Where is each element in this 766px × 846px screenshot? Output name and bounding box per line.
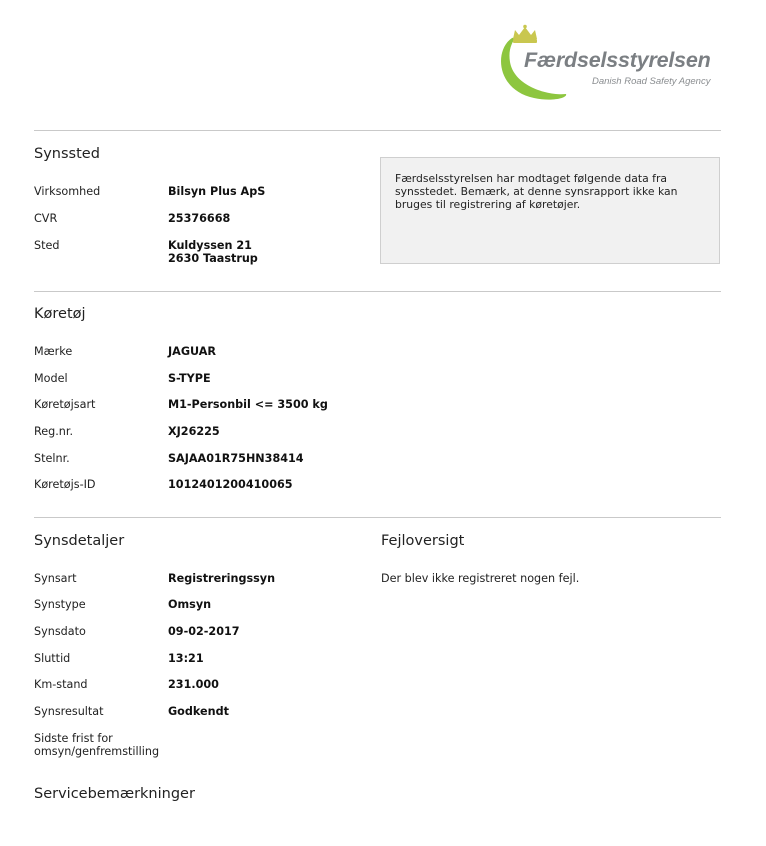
divider xyxy=(34,130,721,131)
divider xyxy=(34,291,721,292)
synsdato-value: 09-02-2017 xyxy=(168,625,240,638)
synsdato-label: Synsdato xyxy=(34,625,86,638)
notice-box: Færdselsstyrelsen har modtaget følgende data fra synsstedet. Bemærk, at denne synsrapport ikke kan bruges til registrering af køretøjer. xyxy=(380,157,720,264)
sluttid-value: 13:21 xyxy=(168,652,204,665)
koeretoejs-id-label: Køretøjs-ID xyxy=(34,478,96,491)
stelnr-label: Stelnr. xyxy=(34,452,70,465)
synstype-label: Synstype xyxy=(34,598,86,611)
logo-title: Færdselsstyrelsen xyxy=(524,48,711,72)
virksomhed-label: Virksomhed xyxy=(34,185,101,198)
sted-label: Sted xyxy=(34,239,60,252)
synsart-label: Synsart xyxy=(34,572,77,585)
logo-subtitle: Danish Road Safety Agency xyxy=(592,76,711,87)
km-stand-label: Km-stand xyxy=(34,678,88,691)
maerke-label: Mærke xyxy=(34,345,73,358)
regnr-label: Reg.nr. xyxy=(34,425,74,438)
cvr-label: CVR xyxy=(34,212,58,225)
section-title-koeretoej: Køretøj xyxy=(34,306,86,322)
synsart-value: Registreringssyn xyxy=(168,572,276,585)
fejloversigt-text: Der blev ikke registreret nogen fejl. xyxy=(381,572,580,585)
synstype-value: Omsyn xyxy=(168,598,212,611)
agency-logo xyxy=(494,24,726,104)
model-label: Model xyxy=(34,372,68,385)
maerke-value: JAGUAR xyxy=(168,345,217,358)
frist-label-line1: Sidste frist for xyxy=(34,732,113,745)
crown-icon xyxy=(513,25,537,43)
section-title-synssted: Synssted xyxy=(34,146,100,162)
model-value: S-TYPE xyxy=(168,372,211,385)
km-stand-value: 231.000 xyxy=(168,678,219,691)
sted-address-line1: Kuldyssen 21 xyxy=(168,239,252,252)
koeretoejsart-label: Køretøjsart xyxy=(34,398,96,411)
divider xyxy=(34,517,721,518)
frist-label-line2: omsyn/genfremstilling xyxy=(34,745,160,758)
section-title-synsdetaljer: Synsdetaljer xyxy=(34,533,125,549)
cvr-value: 25376668 xyxy=(168,212,231,225)
stelnr-value: SAJAA01R75HN38414 xyxy=(168,452,304,465)
sluttid-label: Sluttid xyxy=(34,652,71,665)
synsresultat-label: Synsresultat xyxy=(34,705,104,718)
koeretoejs-id-value: 1012401200410065 xyxy=(168,478,293,491)
virksomhed-value: Bilsyn Plus ApS xyxy=(168,185,266,198)
section-title-fejloversigt: Fejloversigt xyxy=(381,533,465,549)
koeretoejsart-value: M1-Personbil <= 3500 kg xyxy=(168,398,328,411)
regnr-value: XJ26225 xyxy=(168,425,220,438)
section-title-service: Servicebemærkninger xyxy=(34,786,195,802)
sted-address-line2: 2630 Taastrup xyxy=(168,252,258,265)
synsresultat-value: Godkendt xyxy=(168,705,229,718)
